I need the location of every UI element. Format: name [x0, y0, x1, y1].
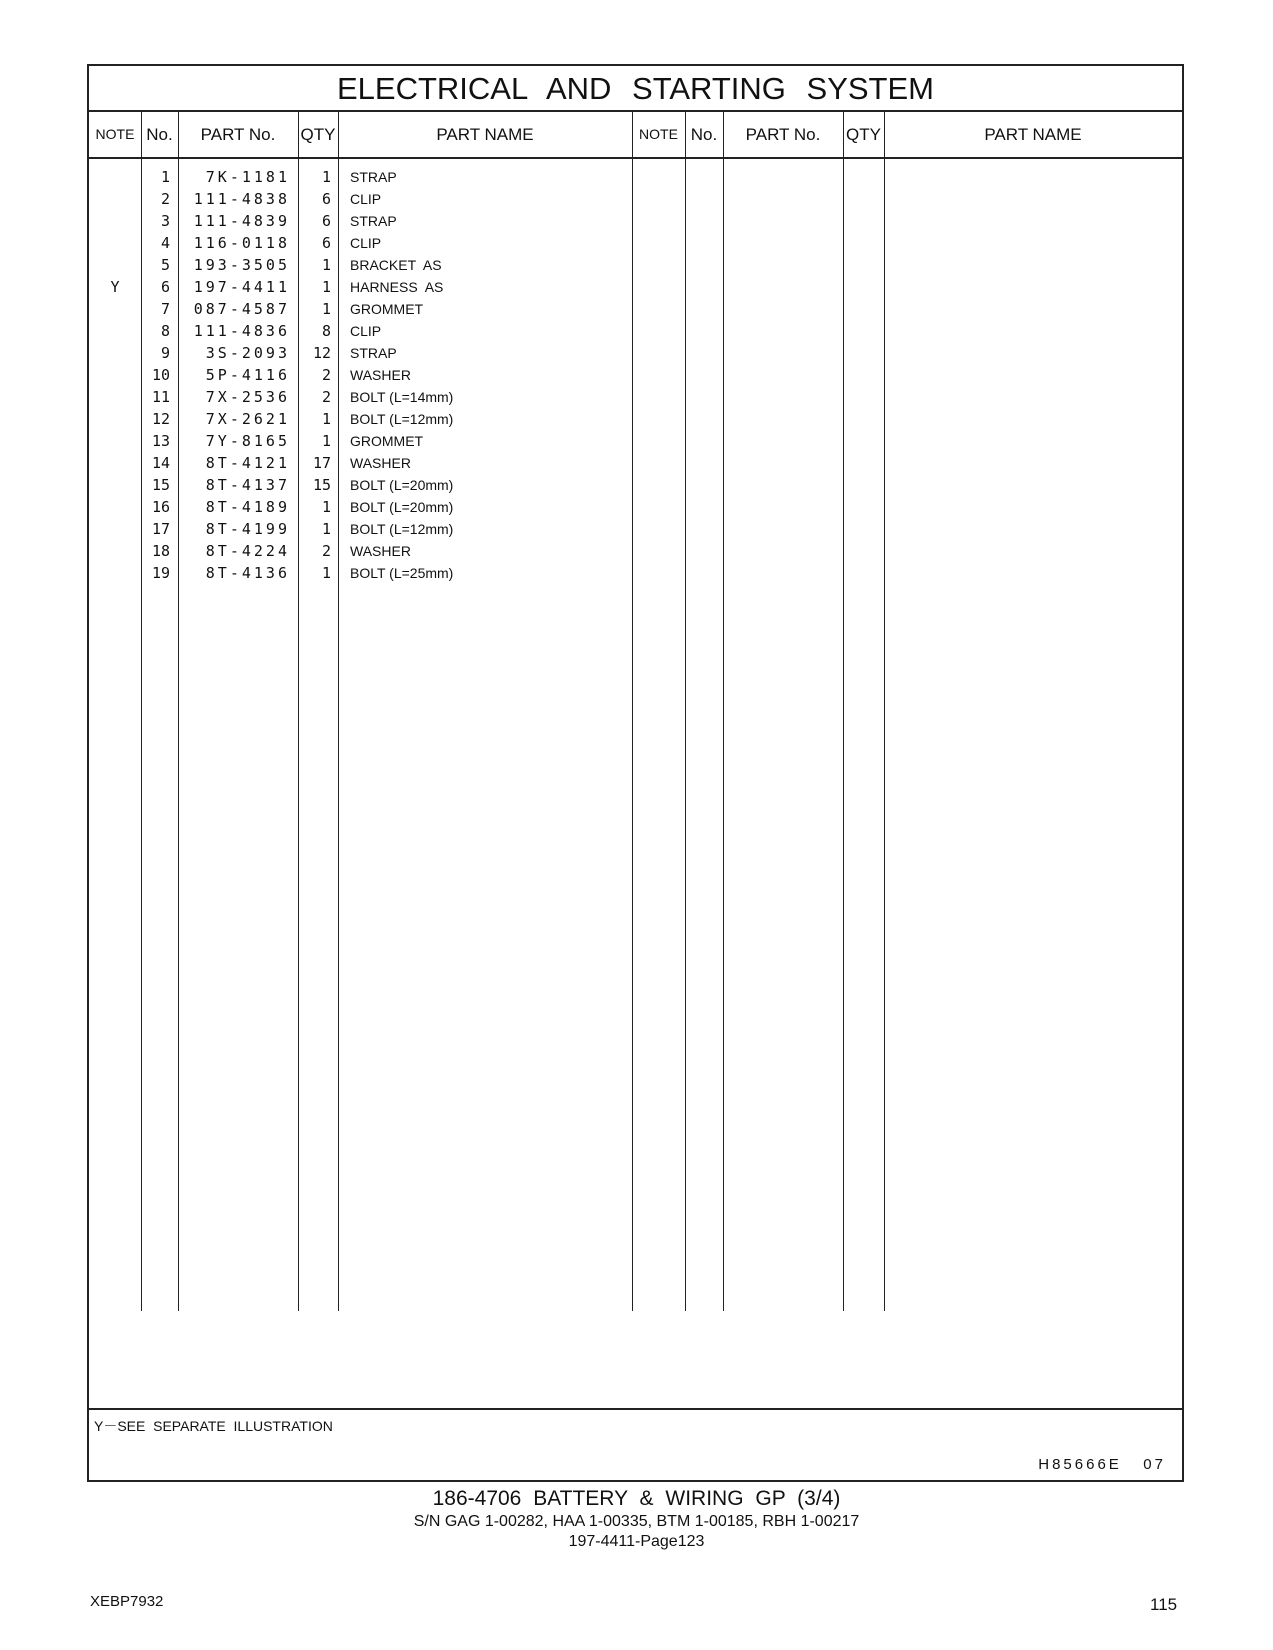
part-name: GROMMET: [350, 301, 424, 317]
part-name: STRAP: [350, 213, 397, 229]
item-number: 16: [151, 498, 170, 516]
table-row: [89, 540, 1182, 562]
part-name: BOLT (L=12mm): [350, 411, 454, 427]
header-note: NOTE: [95, 126, 135, 142]
publication-code: XEBP7932: [90, 1593, 164, 1610]
item-number: 14: [151, 454, 170, 472]
part-number: 8T-4136: [205, 564, 290, 582]
part-name: STRAP: [350, 169, 397, 185]
part-number: 197-4411: [193, 278, 290, 296]
part-number: 8T-4137: [205, 476, 290, 494]
part-name: BOLT (L=25mm): [350, 565, 454, 581]
note-cell: [89, 474, 141, 496]
part-name: WASHER: [350, 455, 411, 471]
part-number: 7X-2536: [205, 388, 290, 406]
table-row: [89, 408, 1182, 430]
note-cell: [89, 232, 141, 254]
quantity: 1: [321, 410, 331, 428]
note-cell: [89, 298, 141, 320]
table-row: [89, 232, 1182, 254]
header-part-no-right: PART No.: [745, 125, 821, 144]
item-number: 10: [151, 366, 170, 384]
part-name: BOLT (L=20mm): [350, 477, 454, 493]
item-number: 7: [160, 300, 170, 318]
item-number: 17: [151, 520, 170, 538]
table-row: [89, 364, 1182, 386]
item-number: 4: [160, 234, 170, 252]
group-title: 186-4706 BATTERY & WIRING GP (3/4): [432, 1487, 841, 1510]
part-name: CLIP: [350, 235, 382, 251]
page-title: ELECTRICAL AND STARTING SYSTEM: [89, 66, 1182, 112]
quantity: 1: [321, 520, 331, 538]
footer-divider: [89, 1408, 1182, 1410]
part-number: 5P-4116: [205, 366, 290, 384]
table-row: [89, 496, 1182, 518]
quantity: 17: [312, 454, 331, 472]
quantity: 15: [312, 476, 331, 494]
quantity: 12: [312, 344, 331, 362]
note-cell: [89, 408, 141, 430]
part-name: HARNESS AS: [350, 279, 444, 295]
part-number: 111-4836: [193, 322, 290, 340]
table-row: [89, 452, 1182, 474]
note-cell: [89, 188, 141, 210]
part-name: CLIP: [350, 191, 382, 207]
part-number: 116-0118: [193, 234, 290, 252]
serial-numbers: S/N GAG 1-00282, HAA 1-00335, BTM 1-00185, RBH 1-00217: [413, 1513, 860, 1530]
item-number: 13: [151, 432, 170, 450]
table-header: [89, 112, 1182, 159]
table-row: [89, 342, 1182, 364]
page-number: 115: [1150, 1595, 1178, 1614]
table-row: [89, 562, 1182, 584]
table-row: [89, 166, 1182, 188]
note-cell: [89, 430, 141, 452]
table-row: [89, 320, 1182, 342]
part-number: 7K-1181: [205, 168, 290, 186]
note-cell: [89, 210, 141, 232]
quantity: 6: [321, 190, 331, 208]
quantity: 2: [321, 388, 331, 406]
table-row: [89, 430, 1182, 452]
quantity: 1: [321, 168, 331, 186]
note-cell: [89, 386, 141, 408]
part-name: WASHER: [350, 543, 411, 559]
item-number: 11: [151, 388, 170, 406]
part-number: 3S-2093: [205, 344, 290, 362]
quantity: 1: [321, 256, 331, 274]
quantity: 2: [321, 542, 331, 560]
item-number: 1: [160, 168, 170, 186]
part-name: BOLT (L=12mm): [350, 521, 454, 537]
part-number: 8T-4199: [205, 520, 290, 538]
table-row: [89, 474, 1182, 496]
quantity: 6: [321, 212, 331, 230]
quantity: 2: [321, 366, 331, 384]
note-cell: [89, 496, 141, 518]
table-row: [89, 254, 1182, 276]
part-number: 111-4839: [193, 212, 290, 230]
table-row: [89, 210, 1182, 232]
page-reference: 197-4411-Page123: [568, 1533, 705, 1550]
header-qty-right: QTY: [846, 125, 881, 144]
part-name: BOLT (L=20mm): [350, 499, 454, 515]
header-part-name: PART NAME: [436, 125, 534, 144]
note-cell: [89, 254, 141, 276]
illustration-code: H85666E 07: [1038, 1456, 1166, 1473]
header-part-no: PART No.: [200, 125, 276, 144]
part-number: 7X-2621: [205, 410, 290, 428]
quantity: 1: [321, 498, 331, 516]
quantity: 1: [321, 564, 331, 582]
part-name: STRAP: [350, 345, 397, 361]
header-no-right: No.: [690, 125, 718, 144]
part-name: BOLT (L=14mm): [350, 389, 454, 405]
part-name: BRACKET AS: [350, 257, 442, 273]
item-number: 15: [151, 476, 170, 494]
note-cell: [89, 518, 141, 540]
note-cell: [89, 342, 141, 364]
part-number: 8T-4121: [205, 454, 290, 472]
part-number: 8T-4224: [205, 542, 290, 560]
note-cell: Y: [110, 278, 120, 296]
table-row: [89, 276, 1182, 298]
item-number: 19: [151, 564, 170, 582]
table-row: [89, 188, 1182, 210]
item-number: 5: [160, 256, 170, 274]
quantity: 1: [321, 300, 331, 318]
item-number: 8: [160, 322, 170, 340]
header-note-right: NOTE: [639, 126, 678, 142]
item-number: 12: [151, 410, 170, 428]
note-legend: Y－SEE SEPARATE ILLUSTRATION: [94, 1418, 333, 1434]
quantity: 1: [321, 432, 331, 450]
quantity: 8: [321, 322, 331, 340]
note-cell: [89, 452, 141, 474]
note-cell: [89, 166, 141, 188]
header-no: No.: [146, 125, 173, 144]
part-number: 8T-4189: [205, 498, 290, 516]
header-part-name-right: PART NAME: [984, 125, 1082, 144]
item-number: 6: [160, 278, 170, 296]
part-number: 111-4838: [193, 190, 290, 208]
item-number: 18: [151, 542, 170, 560]
item-number: 3: [160, 212, 170, 230]
item-number: 9: [160, 344, 170, 362]
note-cell: [89, 562, 141, 584]
part-number: 087-4587: [193, 300, 290, 318]
table-row: [89, 518, 1182, 540]
part-number: 7Y-8165: [205, 432, 290, 450]
item-number: 2: [160, 190, 170, 208]
note-cell: [89, 364, 141, 386]
note-cell: [89, 320, 141, 342]
table-row: [89, 386, 1182, 408]
part-name: WASHER: [350, 367, 411, 383]
quantity: 6: [321, 234, 331, 252]
header-qty: QTY: [300, 125, 336, 144]
quantity: 1: [321, 278, 331, 296]
parts-list-frame: [87, 64, 1184, 1482]
part-name: CLIP: [350, 323, 382, 339]
note-cell: [89, 540, 141, 562]
table-row: [89, 298, 1182, 320]
part-number: 193-3505: [193, 256, 290, 274]
part-name: GROMMET: [350, 433, 424, 449]
